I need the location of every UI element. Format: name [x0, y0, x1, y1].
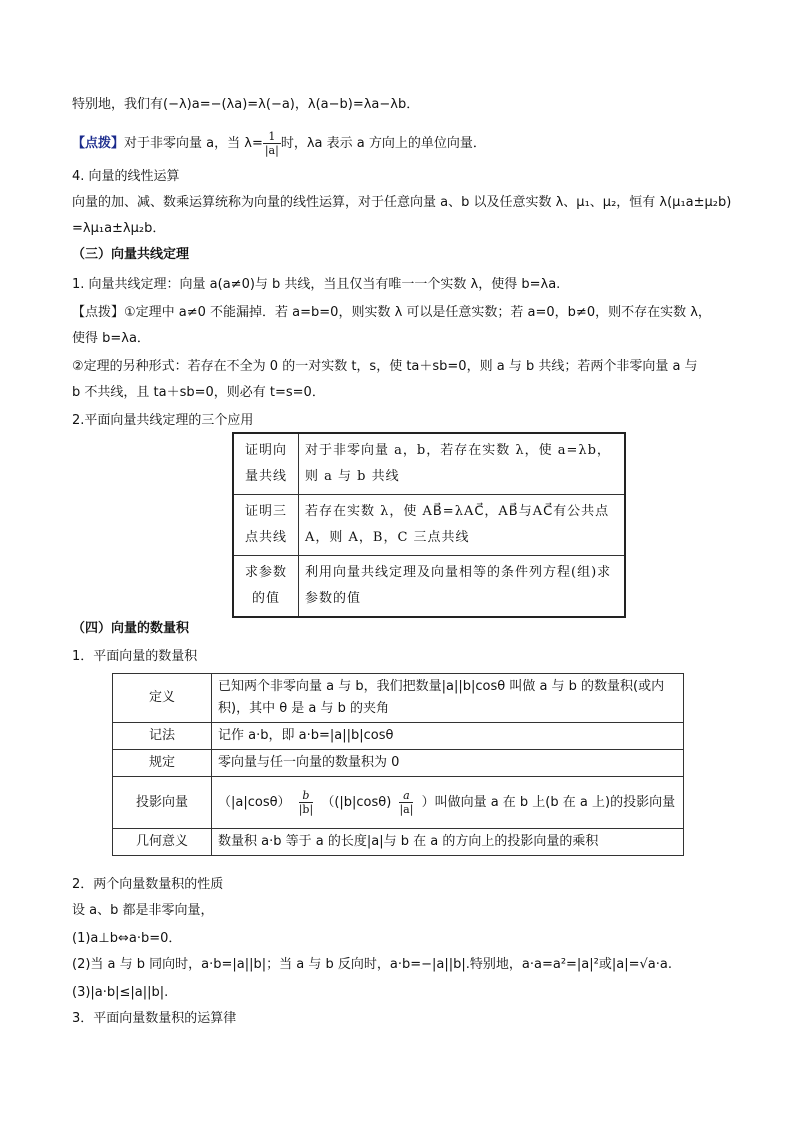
- text-line: b 不共线，且 ta＋sb=0，则必有 t=s=0．: [72, 385, 325, 400]
- table-value-cell: [212, 777, 684, 829]
- section-heading: 2.平面向量共线定理的三个应用: [72, 413, 254, 428]
- table-value-cell: 利用向量共线定理及向量相等的条件列方程(组)求参数的值: [299, 556, 626, 618]
- text-line: 特别地，我们有(−λ)a=−(λa)=λ(−a)，λ(a−b)=λa−λb．: [72, 97, 420, 112]
- table-row: [113, 750, 684, 777]
- table-row: [233, 433, 625, 495]
- text-line: 设 a、b 都是非零向量，: [72, 903, 214, 918]
- collinear-applications-table: [232, 432, 626, 618]
- table-key-cell: 求参数的值: [233, 556, 299, 618]
- fraction-denominator: |b|: [298, 803, 314, 816]
- table-key-cell: 证明向量共线: [233, 433, 299, 495]
- text-line: 1. 向量共线定理：向量 a(a≠0)与 b 共线，当且仅当有唯一一个实数 λ，使得 b=λa.: [72, 277, 561, 292]
- text-segment: （|a|cosθ）: [218, 795, 291, 810]
- table-value-cell: 数量积 a·b 等于 a 的长度|a|与 b 在 a 的方向上的投影向量的乘积: [212, 829, 684, 856]
- fraction-numerator: b: [299, 789, 313, 803]
- tip-line: [72, 130, 486, 157]
- table-value-cell: 对于非零向量 a，b，若存在实数 λ，使 a=λb，则 a 与 b 共线: [299, 433, 626, 495]
- table-value-cell: 若存在实数 λ，使 AB⃗=λAC⃗，AB⃗与AC⃗有公共点 A，则 A，B，C 三点共线: [299, 495, 626, 556]
- table-key-cell: 记法: [113, 723, 212, 750]
- text-line: 【点拨】①定理中 a≠0 不能漏掉．若 a=b=0，则实数 λ 可以是任意实数；若 a=0，b≠0，则不存在实数 λ，: [72, 305, 711, 320]
- vector-fraction: [299, 789, 313, 816]
- fraction-denominator: |a|: [264, 144, 279, 157]
- table-key-cell: 规定: [113, 750, 212, 777]
- table-key-cell: 投影向量: [113, 777, 212, 829]
- table-row: [233, 495, 625, 556]
- text-segment: ）叫做向量 a 在 b 上(b 在 a 上)的投影向量: [421, 795, 676, 810]
- fraction: [263, 130, 281, 157]
- section-heading: （三）向量共线定理: [72, 247, 190, 262]
- section-heading: 3．平面向量数量积的运算律: [72, 1011, 237, 1026]
- dot-product-table: [112, 673, 684, 856]
- table-row: [113, 829, 684, 856]
- section-heading: 2．两个向量数量积的性质: [72, 877, 224, 892]
- text-line: (1)a⊥b⇔a·b=0．: [72, 931, 182, 946]
- text-line: ②定理的另种形式：若存在不全为 0 的一对实数 t，s，使 ta＋sb=0，则 a 与 b 共线；若两个非零向量 a 与: [72, 359, 698, 374]
- text-segment: 对于非零向量 a，当 λ=: [124, 136, 263, 151]
- section-heading: 4. 向量的线性运算: [72, 169, 180, 184]
- vector-fraction: [399, 789, 413, 816]
- table-row: [113, 674, 684, 723]
- table-row: [113, 723, 684, 750]
- table-key-cell: 证明三点共线: [233, 495, 299, 556]
- table-row: [233, 556, 625, 618]
- table-row: [113, 777, 684, 829]
- text-line: (3)|a·b|≤|a||b|.: [72, 985, 169, 1000]
- table-value-cell: 零向量与任一向量的数量积为 0: [212, 750, 684, 777]
- text-segment: （(|b|cosθ): [321, 795, 392, 810]
- table-value-cell: 已知两个非零向量 a 与 b，我们把数量|a||b|cosθ 叫做 a 与 b 的数量积(或内积)，其中 θ 是 a 与 b 的夹角: [212, 674, 684, 723]
- section-heading: （四）向量的数量积: [72, 621, 190, 636]
- table-value-cell: 记作 a·b，即 a·b=|a||b|cosθ: [212, 723, 684, 750]
- text-line: 向量的加、减、数乘运算统称为向量的线性运算，对于任意向量 a、b 以及任意实数 λ、μ₁、μ₂，恒有 λ(μ₁a±μ₂b): [72, 195, 732, 210]
- fraction-numerator: a: [399, 789, 413, 803]
- section-heading: 1．平面向量的数量积: [72, 649, 198, 664]
- text-line: 使得 b=λa．: [72, 331, 150, 346]
- fraction-numerator: 1: [263, 130, 281, 144]
- text-line: (2)当 a 与 b 同向时，a·b=|a||b|；当 a 与 b 反向时，a·b=−|a||b|.特别地，a·a=a²=|a|²或|a|=√a·a.: [72, 957, 672, 972]
- tip-tag: 【点拨】: [72, 136, 125, 151]
- text-segment: 时，λa 表示 a 方向上的单位向量．: [280, 136, 486, 151]
- table-key-cell: 定义: [113, 674, 212, 723]
- table-key-cell: 几何意义: [113, 829, 212, 856]
- fraction-denominator: |a|: [399, 803, 414, 816]
- text-line: =λμ₁a±λμ₂b．: [72, 221, 166, 236]
